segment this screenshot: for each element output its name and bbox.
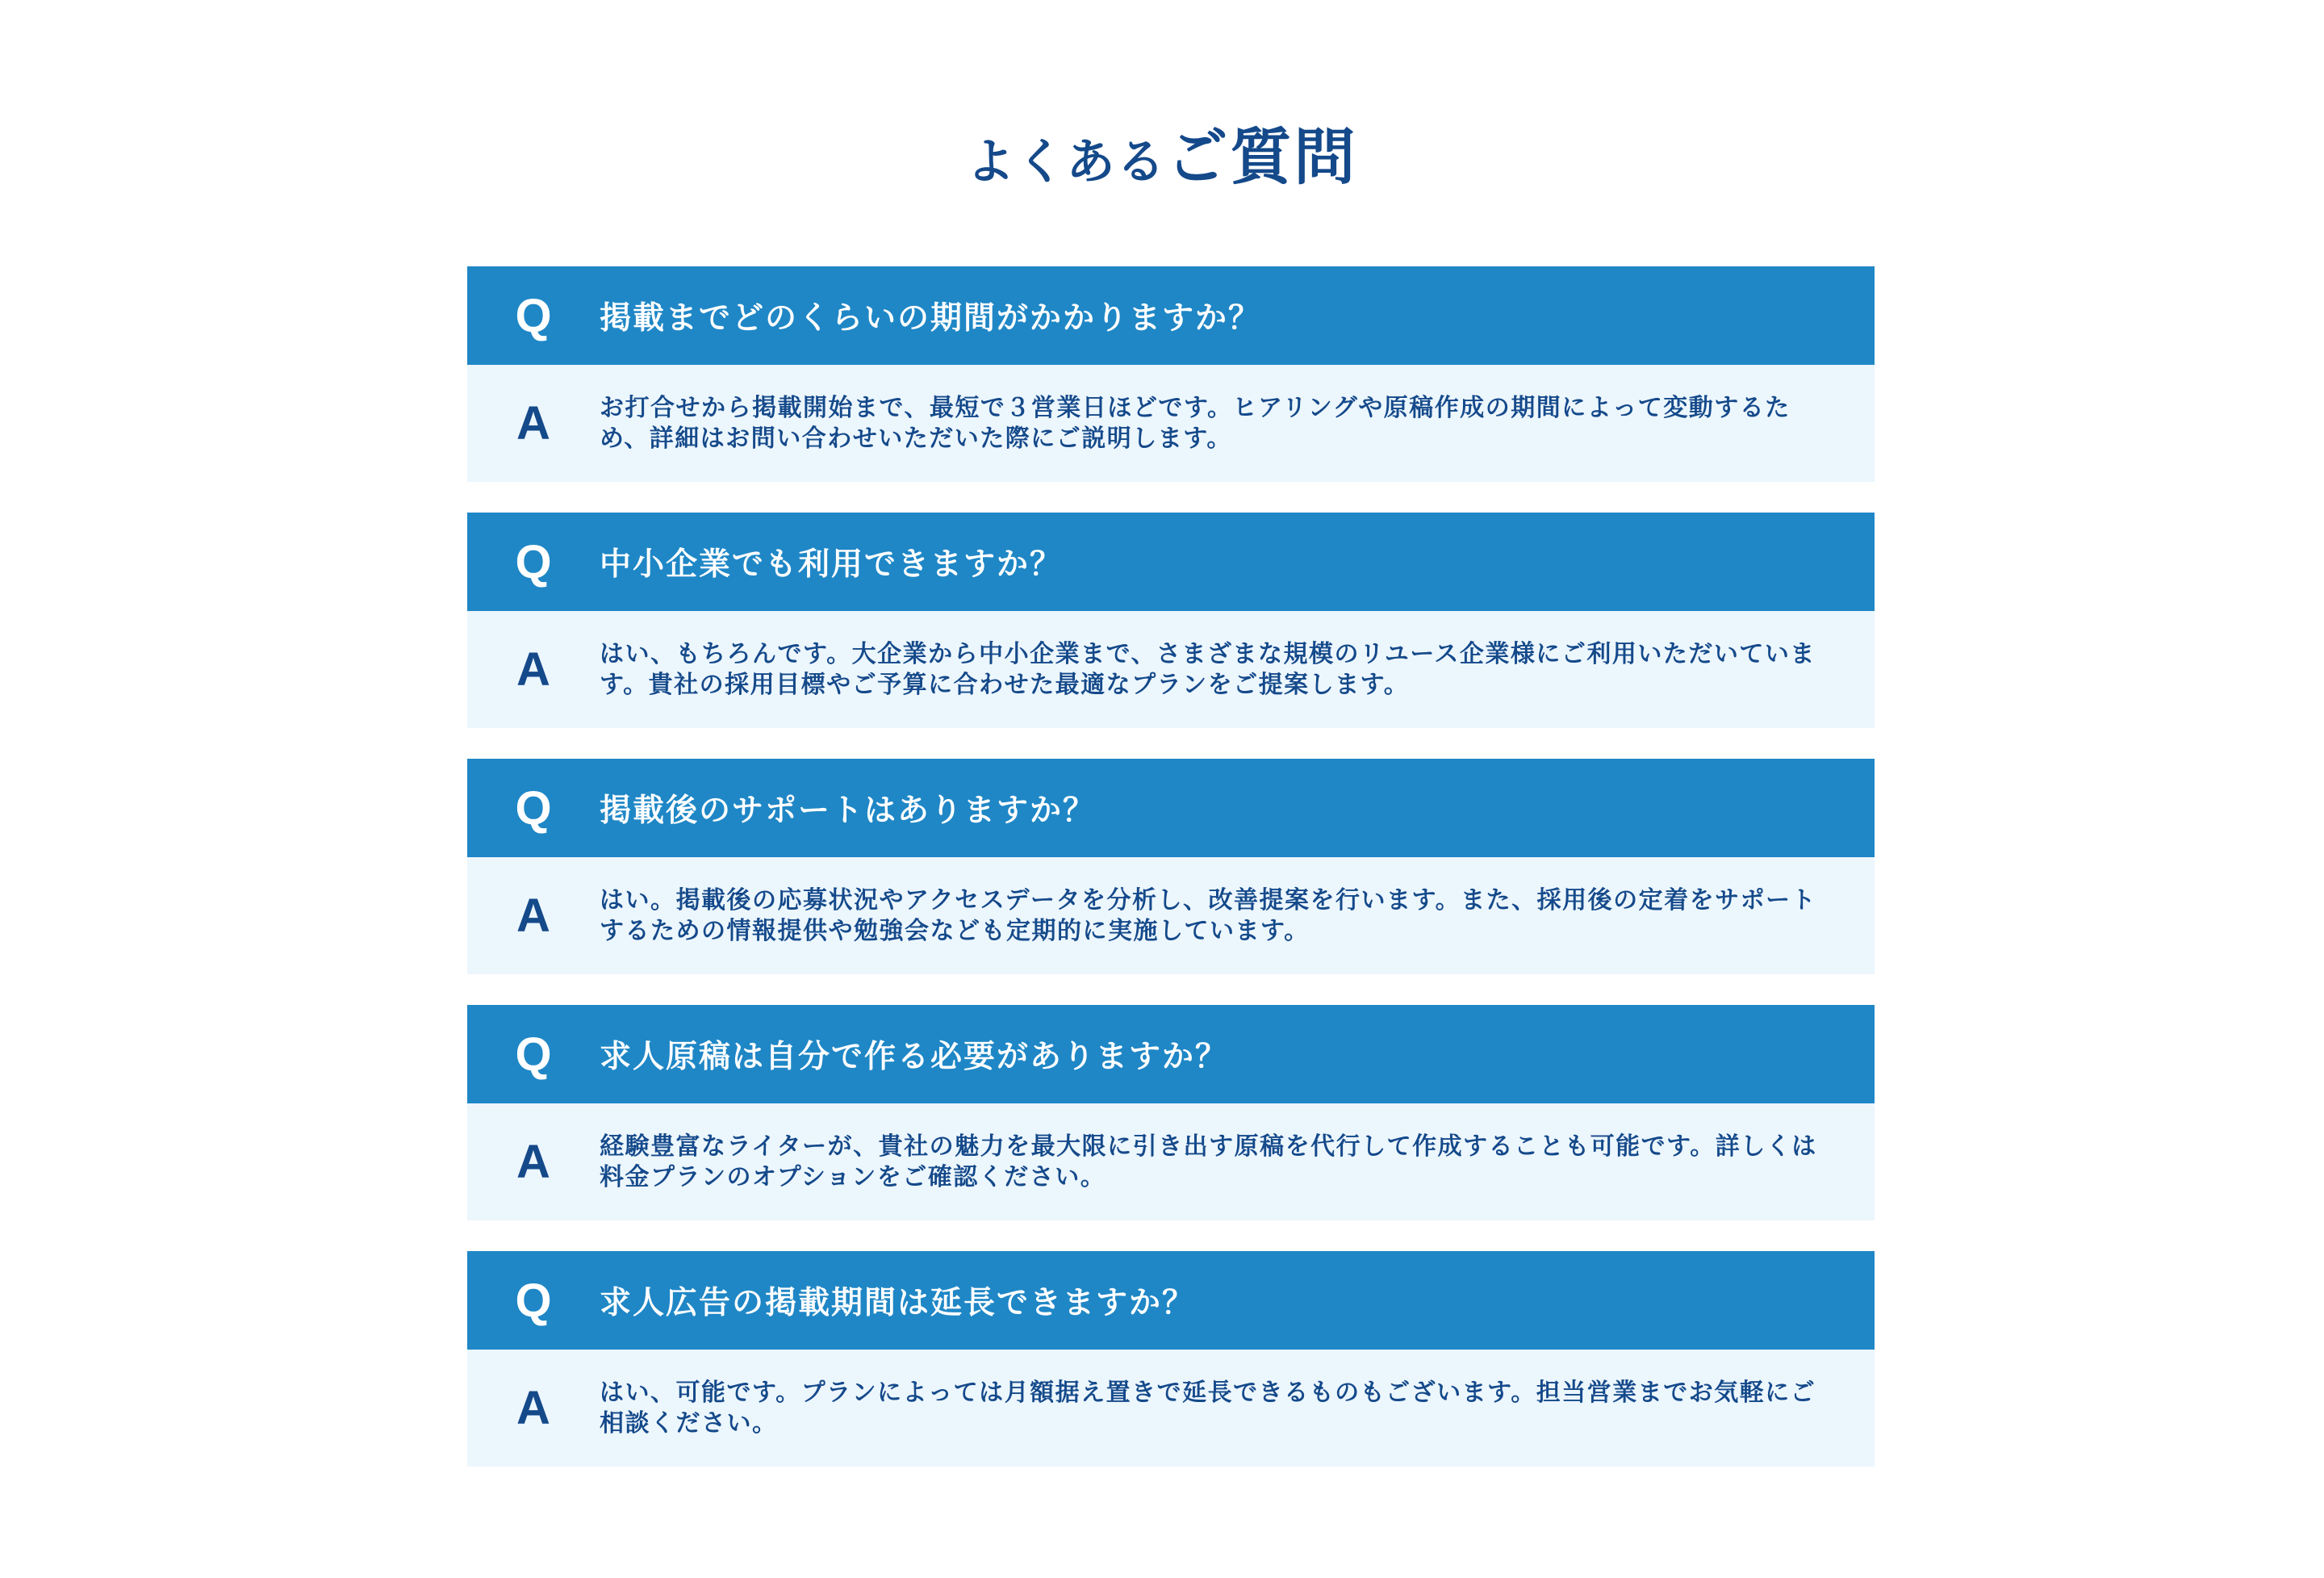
answer-mark: A (516, 397, 550, 450)
faq-question: 掲載後のサポートはありますか？ (600, 793, 1097, 829)
faq-question-row[interactable] (467, 759, 1875, 857)
faq-question-row[interactable] (467, 266, 1875, 365)
answer-mark: A (516, 643, 550, 696)
question-mark: Q (515, 781, 552, 835)
faq-item (467, 759, 1875, 974)
faq-question: 掲載までどのくらいの期間がかかりますか？ (600, 300, 1262, 337)
faq-answer: はい。掲載後の応募状況やアクセスデータを分析し、改善提案を行います。また、採用後の定着をサポートするための情報提供や勉強会なども定期的に実施しています。 (600, 885, 1817, 945)
faq-answer: はい、可能です。プランによっては月額据え置きで延長できるものもございます。担当営業までお気軽にご相談ください。 (600, 1378, 1816, 1438)
faq-item (467, 266, 1875, 482)
page-title-main: ご質問 (1166, 121, 1358, 193)
faq-question-row[interactable] (467, 1005, 1875, 1103)
faq-item (467, 1251, 1875, 1467)
faq-item (467, 1005, 1875, 1220)
faq-list (467, 266, 1875, 1497)
faq-answer: 経験豊富なライターが、貴社の魅力を最大限に引き出す原稿を代行して作成することも可能です。詳しくは料金プランのオプションをご確認ください。 (600, 1132, 1817, 1191)
question-mark: Q (515, 1274, 552, 1327)
faq-answer-row (467, 365, 1875, 482)
faq-question: 中小企業でも利用できますか？ (600, 546, 1064, 583)
faq-question: 求人原稿は自分で作る必要がありますか？ (600, 1039, 1229, 1075)
faq-answer: お打合せから掲載開始まで、最短で３営業日ほどです。ヒアリングや原稿作成の期間によって変動するため、詳細はお問い合わせいただいた際にご説明します。 (600, 393, 1791, 453)
faq-answer-row (467, 1103, 1875, 1220)
answer-mark: A (516, 889, 550, 942)
page-title-prefix: よくある (966, 134, 1167, 190)
faq-question: 求人広告の掲載期間は延長できますか？ (600, 1285, 1196, 1321)
faq-answer-row (467, 857, 1875, 974)
faq-answer-row (467, 611, 1875, 728)
question-mark: Q (515, 1028, 552, 1081)
faq-question-row[interactable] (467, 513, 1875, 611)
question-mark: Q (515, 535, 552, 588)
faq-item (467, 513, 1875, 728)
faq-answer-row (467, 1350, 1875, 1467)
answer-mark: A (516, 1382, 550, 1434)
question-mark: Q (515, 289, 552, 342)
page-title (0, 121, 2324, 206)
answer-mark: A (516, 1136, 550, 1188)
faq-answer: はい、もちろんです。大企業から中小企業まで、さまざまな規模のリユース企業様にご利用いただいています。貴社の採用目標やご予算に合わせた最適なプランをご提案します。 (600, 639, 1816, 699)
faq-question-row[interactable] (467, 1251, 1875, 1350)
